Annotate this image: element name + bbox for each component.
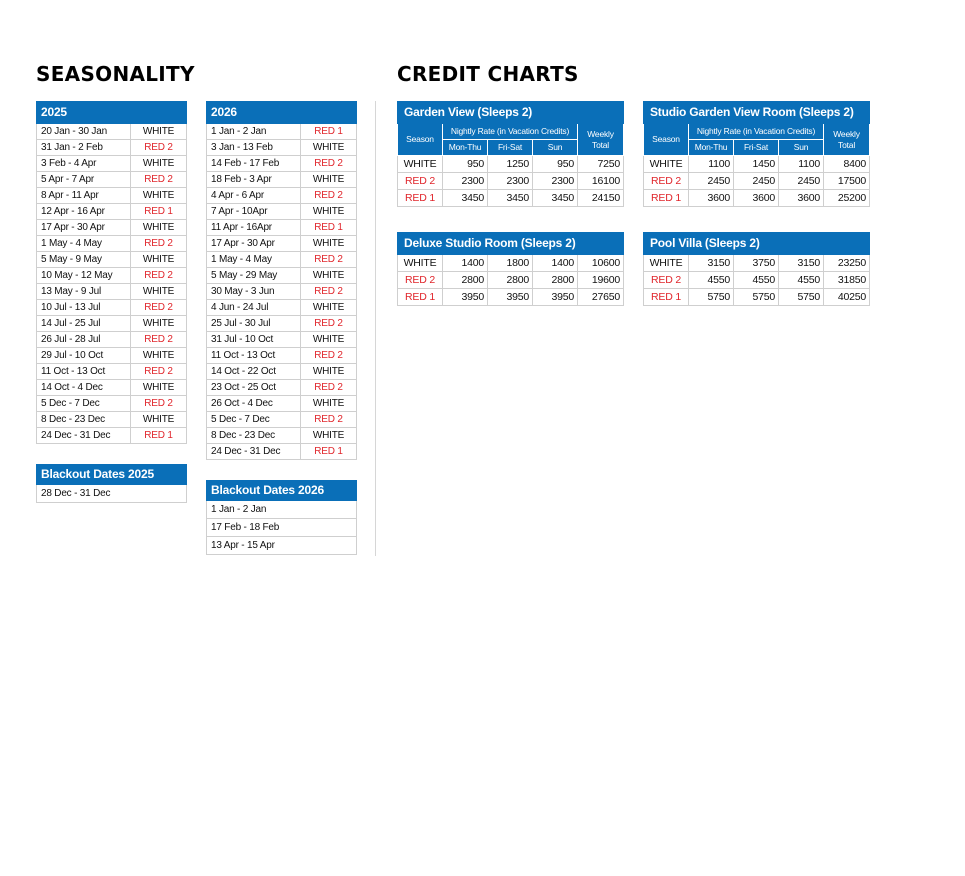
fri-sat-value: 5750 bbox=[734, 289, 779, 306]
date-range: 14 Oct - 4 Dec bbox=[37, 380, 131, 396]
season-label: WHITE bbox=[131, 156, 187, 172]
season-row bbox=[207, 172, 357, 188]
mon-thu-header: Mon-Thu bbox=[689, 140, 734, 156]
date-range: 4 Apr - 6 Apr bbox=[207, 188, 301, 204]
season-row bbox=[37, 364, 187, 380]
season-label: RED 2 bbox=[131, 332, 187, 348]
fri-sat-value: 3450 bbox=[488, 190, 533, 207]
credit-row bbox=[644, 156, 870, 173]
blackout-row bbox=[37, 485, 187, 503]
date-range: 30 May - 3 Jun bbox=[207, 284, 301, 300]
credit-row bbox=[398, 272, 624, 289]
date-range: 8 Dec - 23 Dec bbox=[37, 412, 131, 428]
weekly-total-value: 27650 bbox=[578, 289, 624, 306]
date-range: 3 Jan - 13 Feb bbox=[207, 140, 301, 156]
date-range: 24 Dec - 31 Dec bbox=[37, 428, 131, 444]
date-range: 17 Apr - 30 Apr bbox=[207, 236, 301, 252]
sun-header: Sun bbox=[779, 140, 824, 156]
season-label: RED 2 bbox=[131, 172, 187, 188]
seasons-2026-table bbox=[206, 101, 357, 460]
fri-sat-value: 4550 bbox=[734, 272, 779, 289]
credit-season: WHITE bbox=[398, 156, 443, 173]
fri-sat-header: Fri-Sat bbox=[734, 140, 779, 156]
weekly-total-value: 17500 bbox=[824, 173, 870, 190]
weekly-total-value: 23250 bbox=[824, 255, 870, 272]
fri-sat-value: 3750 bbox=[734, 255, 779, 272]
credit-row bbox=[398, 289, 624, 306]
sun-value: 2300 bbox=[533, 173, 578, 190]
weekly-total-value: 25200 bbox=[824, 190, 870, 207]
date-range: 11 Oct - 13 Oct bbox=[207, 348, 301, 364]
season-label: WHITE bbox=[131, 316, 187, 332]
blackout-date: 17 Feb - 18 Feb bbox=[207, 519, 357, 537]
season-row bbox=[207, 332, 357, 348]
mon-thu-value: 3600 bbox=[689, 190, 734, 207]
sun-value: 1100 bbox=[779, 156, 824, 173]
credit-chart-title: Pool Villa (Sleeps 2) bbox=[644, 233, 870, 255]
season-row bbox=[37, 172, 187, 188]
season-row bbox=[207, 204, 357, 220]
date-range: 24 Dec - 31 Dec bbox=[207, 444, 301, 460]
credit-row bbox=[398, 156, 624, 173]
nightly-rate-header: Nightly Rate (in Vacation Credits) bbox=[689, 124, 824, 140]
season-label: WHITE bbox=[131, 124, 187, 140]
blackout-2025-title: Blackout Dates 2025 bbox=[37, 465, 187, 485]
season-label: RED 2 bbox=[131, 268, 187, 284]
season-label: RED 1 bbox=[131, 204, 187, 220]
seasonality-heading: SEASONALITY bbox=[36, 62, 195, 86]
sun-value: 3600 bbox=[779, 190, 824, 207]
season-row bbox=[37, 412, 187, 428]
blackout-row bbox=[207, 501, 357, 519]
credit-row bbox=[644, 190, 870, 207]
season-row bbox=[207, 252, 357, 268]
fri-sat-value: 1250 bbox=[488, 156, 533, 173]
season-row bbox=[37, 156, 187, 172]
season-label: RED 2 bbox=[131, 396, 187, 412]
credit-chart-title: Studio Garden View Room (Sleeps 2) bbox=[644, 102, 870, 124]
credit-season: RED 1 bbox=[644, 289, 689, 306]
season-label: RED 2 bbox=[301, 252, 357, 268]
season-row bbox=[207, 348, 357, 364]
season-row bbox=[207, 444, 357, 460]
season-label: WHITE bbox=[301, 204, 357, 220]
season-label: WHITE bbox=[301, 396, 357, 412]
date-range: 4 Jun - 24 Jul bbox=[207, 300, 301, 316]
fri-sat-value: 2800 bbox=[488, 272, 533, 289]
season-row bbox=[207, 220, 357, 236]
sun-value: 1400 bbox=[533, 255, 578, 272]
fri-sat-value: 1450 bbox=[734, 156, 779, 173]
season-label: RED 2 bbox=[301, 316, 357, 332]
date-range: 20 Jan - 30 Jan bbox=[37, 124, 131, 140]
season-row bbox=[37, 252, 187, 268]
date-range: 13 May - 9 Jul bbox=[37, 284, 131, 300]
date-range: 8 Apr - 11 Apr bbox=[37, 188, 131, 204]
weekly-total-value: 24150 bbox=[578, 190, 624, 207]
season-label: WHITE bbox=[301, 428, 357, 444]
credit-charts-heading: CREDIT CHARTS bbox=[397, 62, 579, 86]
sun-value: 3450 bbox=[533, 190, 578, 207]
season-label: RED 2 bbox=[301, 188, 357, 204]
season-label: RED 2 bbox=[131, 140, 187, 156]
mon-thu-value: 3150 bbox=[689, 255, 734, 272]
season-label: RED 2 bbox=[301, 380, 357, 396]
season-row bbox=[207, 188, 357, 204]
credit-season: RED 2 bbox=[644, 272, 689, 289]
credit-season: RED 2 bbox=[644, 173, 689, 190]
season-row bbox=[207, 428, 357, 444]
season-row bbox=[207, 268, 357, 284]
mon-thu-value: 2450 bbox=[689, 173, 734, 190]
season-row bbox=[37, 188, 187, 204]
date-range: 26 Jul - 28 Jul bbox=[37, 332, 131, 348]
fri-sat-value: 2450 bbox=[734, 173, 779, 190]
date-range: 10 May - 12 May bbox=[37, 268, 131, 284]
weekly-total-header: Weekly Total bbox=[824, 124, 870, 156]
season-row bbox=[207, 156, 357, 172]
date-range: 14 Jul - 25 Jul bbox=[37, 316, 131, 332]
date-range: 5 Dec - 7 Dec bbox=[37, 396, 131, 412]
date-range: 10 Jul - 13 Jul bbox=[37, 300, 131, 316]
date-range: 18 Feb - 3 Apr bbox=[207, 172, 301, 188]
mon-thu-value: 2800 bbox=[443, 272, 488, 289]
season-row bbox=[37, 316, 187, 332]
seasons-2025-title: 2025 bbox=[37, 102, 187, 124]
date-range: 11 Apr - 16Apr bbox=[207, 220, 301, 236]
mon-thu-value: 5750 bbox=[689, 289, 734, 306]
credit-season: WHITE bbox=[644, 255, 689, 272]
season-label: WHITE bbox=[131, 380, 187, 396]
fri-sat-value: 2300 bbox=[488, 173, 533, 190]
season-label: RED 2 bbox=[301, 348, 357, 364]
date-range: 7 Apr - 10Apr bbox=[207, 204, 301, 220]
season-label: WHITE bbox=[131, 348, 187, 364]
credit-season: RED 1 bbox=[644, 190, 689, 207]
season-label: WHITE bbox=[131, 252, 187, 268]
credit-chart-1 bbox=[397, 101, 624, 207]
season-row bbox=[37, 140, 187, 156]
sun-value: 3950 bbox=[533, 289, 578, 306]
date-range: 17 Apr - 30 Apr bbox=[37, 220, 131, 236]
weekly-total-value: 40250 bbox=[824, 289, 870, 306]
season-col-header: Season bbox=[398, 124, 443, 156]
date-range: 5 Dec - 7 Dec bbox=[207, 412, 301, 428]
date-range: 5 May - 29 May bbox=[207, 268, 301, 284]
date-range: 1 May - 4 May bbox=[37, 236, 131, 252]
date-range: 26 Oct - 4 Dec bbox=[207, 396, 301, 412]
season-label: RED 2 bbox=[131, 300, 187, 316]
season-row bbox=[37, 284, 187, 300]
weekly-total-value: 10600 bbox=[578, 255, 624, 272]
mon-thu-value: 950 bbox=[443, 156, 488, 173]
season-row bbox=[207, 300, 357, 316]
blackout-2026-title: Blackout Dates 2026 bbox=[207, 481, 357, 501]
season-row bbox=[37, 428, 187, 444]
season-label: WHITE bbox=[131, 188, 187, 204]
seasons-2025-table bbox=[36, 101, 187, 444]
season-row bbox=[37, 268, 187, 284]
season-label: WHITE bbox=[301, 332, 357, 348]
mon-thu-value: 1100 bbox=[689, 156, 734, 173]
season-row bbox=[207, 236, 357, 252]
date-range: 11 Oct - 13 Oct bbox=[37, 364, 131, 380]
season-label: WHITE bbox=[301, 140, 357, 156]
weekly-total-value: 19600 bbox=[578, 272, 624, 289]
season-label: WHITE bbox=[301, 364, 357, 380]
season-label: WHITE bbox=[301, 236, 357, 252]
season-label: WHITE bbox=[131, 412, 187, 428]
weekly-total-value: 31850 bbox=[824, 272, 870, 289]
sun-value: 4550 bbox=[779, 272, 824, 289]
blackout-date: 13 Apr - 15 Apr bbox=[207, 537, 357, 555]
fri-sat-header: Fri-Sat bbox=[488, 140, 533, 156]
date-range: 25 Jul - 30 Jul bbox=[207, 316, 301, 332]
date-range: 1 Jan - 2 Jan bbox=[207, 124, 301, 140]
season-label: RED 1 bbox=[301, 220, 357, 236]
sun-value: 5750 bbox=[779, 289, 824, 306]
credit-chart-3 bbox=[397, 232, 624, 306]
credit-row bbox=[644, 272, 870, 289]
mon-thu-value: 3450 bbox=[443, 190, 488, 207]
season-label: RED 2 bbox=[301, 156, 357, 172]
column-divider bbox=[375, 101, 376, 556]
sun-value: 950 bbox=[533, 156, 578, 173]
sun-header: Sun bbox=[533, 140, 578, 156]
weekly-total-value: 7250 bbox=[578, 156, 624, 173]
credit-row bbox=[644, 255, 870, 272]
season-label: RED 1 bbox=[301, 444, 357, 460]
credit-season: RED 1 bbox=[398, 190, 443, 207]
sun-value: 2450 bbox=[779, 173, 824, 190]
nightly-rate-header: Nightly Rate (in Vacation Credits) bbox=[443, 124, 578, 140]
date-range: 5 Apr - 7 Apr bbox=[37, 172, 131, 188]
season-row bbox=[207, 284, 357, 300]
credit-chart-4 bbox=[643, 232, 870, 306]
credit-row bbox=[644, 173, 870, 190]
season-col-header: Season bbox=[644, 124, 689, 156]
date-range: 31 Jul - 10 Oct bbox=[207, 332, 301, 348]
season-label: WHITE bbox=[301, 172, 357, 188]
date-range: 1 May - 4 May bbox=[207, 252, 301, 268]
season-row bbox=[37, 396, 187, 412]
credit-season: RED 2 bbox=[398, 173, 443, 190]
mon-thu-header: Mon-Thu bbox=[443, 140, 488, 156]
date-range: 12 Apr - 16 Apr bbox=[37, 204, 131, 220]
season-row bbox=[37, 124, 187, 140]
credit-row bbox=[398, 255, 624, 272]
credit-chart-title: Deluxe Studio Room (Sleeps 2) bbox=[398, 233, 624, 255]
season-label: WHITE bbox=[301, 300, 357, 316]
blackout-2025-table bbox=[36, 464, 187, 503]
blackout-2026-table bbox=[206, 480, 357, 555]
weekly-total-header: Weekly Total bbox=[578, 124, 624, 156]
weekly-total-value: 8400 bbox=[824, 156, 870, 173]
date-range: 3 Feb - 4 Apr bbox=[37, 156, 131, 172]
blackout-date: 1 Jan - 2 Jan bbox=[207, 501, 357, 519]
credit-season: WHITE bbox=[398, 255, 443, 272]
season-row bbox=[37, 332, 187, 348]
credit-chart-2 bbox=[643, 101, 870, 207]
season-row bbox=[37, 236, 187, 252]
season-label: WHITE bbox=[301, 268, 357, 284]
credit-season: RED 1 bbox=[398, 289, 443, 306]
season-row bbox=[37, 204, 187, 220]
sun-value: 3150 bbox=[779, 255, 824, 272]
credit-row bbox=[398, 190, 624, 207]
season-label: RED 2 bbox=[131, 364, 187, 380]
season-row bbox=[207, 412, 357, 428]
season-row bbox=[207, 380, 357, 396]
season-row bbox=[37, 380, 187, 396]
mon-thu-value: 1400 bbox=[443, 255, 488, 272]
season-row bbox=[37, 220, 187, 236]
blackout-row bbox=[207, 537, 357, 555]
date-range: 23 Oct - 25 Oct bbox=[207, 380, 301, 396]
date-range: 5 May - 9 May bbox=[37, 252, 131, 268]
season-row bbox=[207, 124, 357, 140]
season-row bbox=[37, 300, 187, 316]
date-range: 14 Oct - 22 Oct bbox=[207, 364, 301, 380]
fri-sat-value: 1800 bbox=[488, 255, 533, 272]
season-label: RED 2 bbox=[301, 284, 357, 300]
season-label: RED 1 bbox=[131, 428, 187, 444]
season-label: RED 1 bbox=[301, 124, 357, 140]
date-range: 14 Feb - 17 Feb bbox=[207, 156, 301, 172]
blackout-date: 28 Dec - 31 Dec bbox=[37, 485, 187, 503]
season-row bbox=[207, 140, 357, 156]
fri-sat-value: 3600 bbox=[734, 190, 779, 207]
season-row bbox=[37, 348, 187, 364]
mon-thu-value: 3950 bbox=[443, 289, 488, 306]
date-range: 31 Jan - 2 Feb bbox=[37, 140, 131, 156]
credit-chart-title: Garden View (Sleeps 2) bbox=[398, 102, 624, 124]
season-row bbox=[207, 316, 357, 332]
seasons-2026-title: 2026 bbox=[207, 102, 357, 124]
season-label: WHITE bbox=[131, 220, 187, 236]
fri-sat-value: 3950 bbox=[488, 289, 533, 306]
credit-row bbox=[398, 173, 624, 190]
date-range: 29 Jul - 10 Oct bbox=[37, 348, 131, 364]
weekly-total-value: 16100 bbox=[578, 173, 624, 190]
blackout-row bbox=[207, 519, 357, 537]
season-label: RED 2 bbox=[301, 412, 357, 428]
sun-value: 2800 bbox=[533, 272, 578, 289]
season-label: WHITE bbox=[131, 284, 187, 300]
mon-thu-value: 4550 bbox=[689, 272, 734, 289]
credit-row bbox=[644, 289, 870, 306]
season-row bbox=[207, 396, 357, 412]
credit-season: WHITE bbox=[644, 156, 689, 173]
season-label: RED 2 bbox=[131, 236, 187, 252]
credit-season: RED 2 bbox=[398, 272, 443, 289]
date-range: 8 Dec - 23 Dec bbox=[207, 428, 301, 444]
season-row bbox=[207, 364, 357, 380]
mon-thu-value: 2300 bbox=[443, 173, 488, 190]
